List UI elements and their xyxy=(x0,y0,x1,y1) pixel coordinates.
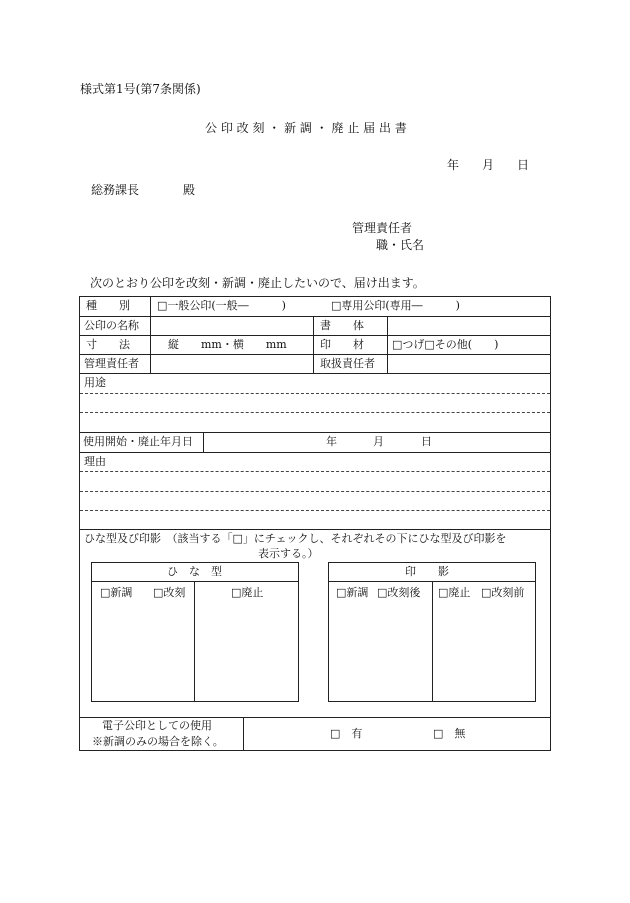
seal-box-header: 印 影 xyxy=(405,565,449,578)
type-dedicated-checkbox[interactable]: □専用公印(専用― ) xyxy=(331,299,460,312)
seal-before-recut-checkbox[interactable]: □改刻前 xyxy=(481,586,525,599)
seal-abolish-checkbox[interactable]: □廃止 xyxy=(438,586,471,599)
honorific: 殿 xyxy=(183,183,196,197)
material-checkboxes[interactable]: □つげ□その他( ) xyxy=(392,338,499,351)
submitter-role: 管理責任者 xyxy=(352,221,413,235)
template-section-label: ひな型及び印影 （該当する「□」にチェックし、それぞれその下にひな型及び印影を xyxy=(84,532,507,545)
type-general-checkbox[interactable]: □一般公印(一般― ) xyxy=(157,299,286,312)
template-box-header: ひ な 型 xyxy=(167,565,222,578)
manager-label: 管理責任者 xyxy=(84,357,139,370)
period-year: 年 xyxy=(326,435,337,448)
date-year: 年 xyxy=(447,158,460,172)
template-new-checkbox[interactable]: □新調 xyxy=(100,586,133,599)
date-month: 月 xyxy=(482,158,495,172)
period-day: 日 xyxy=(421,435,432,448)
addressee: 総務課長 xyxy=(91,183,140,197)
date-day: 日 xyxy=(517,158,530,172)
seal-name-label: 公印の名称 xyxy=(84,319,139,332)
type-label: 種 別 xyxy=(86,299,130,312)
form-title: 公 印 改 刻 ・ 新 調 ・ 廃 止 届 出 書 xyxy=(205,121,407,135)
size-value: 縦 mm・横 mm xyxy=(168,338,287,351)
seal-after-recut-checkbox[interactable]: □改刻後 xyxy=(377,586,421,599)
digital-seal-note: ※新調のみの場合を除く。 xyxy=(92,735,224,748)
material-label: 印 材 xyxy=(320,338,364,351)
period-month: 月 xyxy=(373,435,384,448)
purpose-label: 用途 xyxy=(84,376,106,389)
font-label: 書 体 xyxy=(320,319,364,332)
template-section-label-cont: 表示する。） xyxy=(258,547,319,560)
size-label: 寸 法 xyxy=(86,338,130,351)
submitter-name-label: 職・氏名 xyxy=(376,238,425,252)
digital-no-checkbox[interactable]: □ 無 xyxy=(433,727,466,740)
intro-text: 次のとおり公印を改刻・新調・廃止したいので、届け出ます。 xyxy=(90,276,425,290)
reason-label: 理由 xyxy=(84,455,106,468)
form-number: 様式第1号(第7条関係) xyxy=(80,82,201,96)
digital-yes-checkbox[interactable]: □ 有 xyxy=(330,727,363,740)
template-recut-checkbox[interactable]: □改刻 xyxy=(153,586,186,599)
seal-new-checkbox[interactable]: □新調 xyxy=(336,586,369,599)
digital-seal-label: 電子公印としての使用 xyxy=(102,719,212,732)
handler-label: 取扱責任者 xyxy=(320,357,375,370)
period-label: 使用開始・廃止年月日 xyxy=(83,435,193,448)
template-abolish-checkbox[interactable]: □廃止 xyxy=(231,586,264,599)
